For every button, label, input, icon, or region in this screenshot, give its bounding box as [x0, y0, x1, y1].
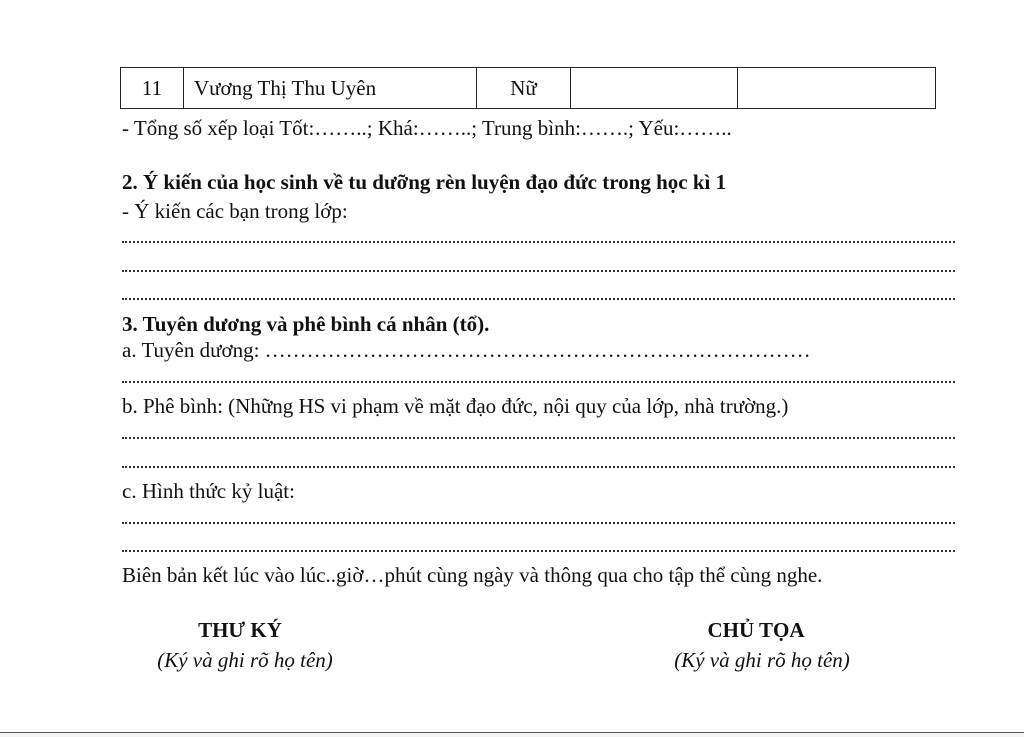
dotted-line: [122, 522, 955, 524]
row-number: 11: [121, 68, 184, 109]
discipline-label: c. Hình thức kỷ luật:: [122, 479, 295, 503]
dotted-line: [122, 550, 955, 552]
criticism-label: b. Phê bình: (Những HS vi phạm về mặt đạo đức, nội quy của lớp, nhà trường.): [122, 394, 789, 418]
dotted-line: [122, 466, 955, 468]
empty-cell-1: [571, 68, 738, 109]
student-row-table: [120, 67, 936, 109]
table-row: [121, 68, 936, 109]
chair-note: (Ký và ghi rõ họ tên): [674, 648, 850, 672]
dotted-line: [122, 437, 955, 439]
empty-cell-2: [738, 68, 936, 109]
dotted-line: [122, 270, 955, 272]
dotted-line: [122, 381, 955, 383]
section-2-heading: 2. Ý kiến của học sinh về tu dưỡng rèn luyện đạo đức trong học kì 1: [122, 170, 727, 194]
section-3-heading: 3. Tuyên dương và phê bình cá nhân (tổ).: [122, 312, 490, 336]
rating-summary: - Tổng số xếp loại Tốt:……..; Khá:……..; Trung bình:…….; Yếu:……..: [122, 116, 732, 140]
closing-statement: Biên bản kết lúc vào lúc..giờ…phút cùng ngày và thông qua cho tập thể cùng nghe.: [122, 563, 823, 587]
praise-label: a. Tuyên dương: ……………………………………………………………………: [122, 338, 811, 362]
dotted-line: [122, 241, 955, 243]
secretary-title: THƯ KÝ: [198, 618, 282, 642]
student-gender: Nữ: [477, 68, 571, 109]
secretary-note: (Ký và ghi rõ họ tên): [157, 648, 333, 672]
chair-title: CHỦ TỌA: [707, 618, 805, 642]
student-name: Vương Thị Thu Uyên: [184, 68, 477, 109]
dotted-line: [122, 298, 955, 300]
section-2-prompt: - Ý kiến các bạn trong lớp:: [122, 199, 348, 223]
